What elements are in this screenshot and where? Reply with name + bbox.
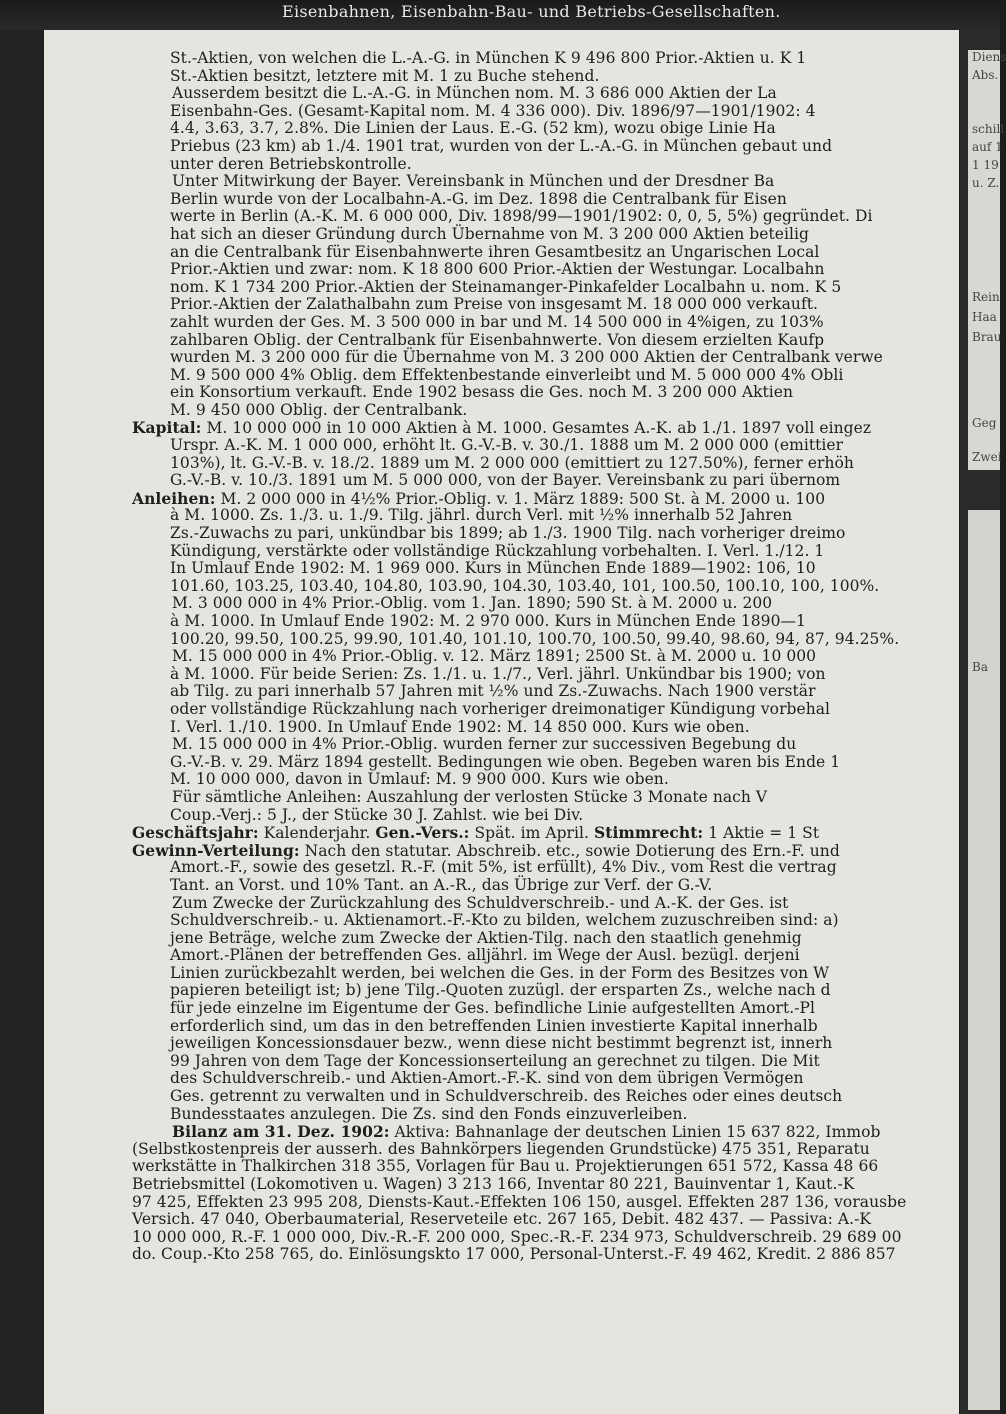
line-text: Tant. an Vorst. und 10% Tant. an A.-R., das Übrige zur Verf. der G.-V. (170, 875, 713, 894)
line-text: M. 15 000 000 in 4% Prior.-Oblig. v. 12. März 1891; 2500 St. à M. 2000 u. 10 000 (172, 647, 817, 666)
line-text: 101.60, 103.25, 103.40, 104.80, 103.90, 104.30, 103.40, 101, 100.50, 100.10, 100, 100%. (170, 576, 880, 595)
line-text: Für sämtliche Anleihen: Auszahlung der verlosten Stücke 3 Monate nach V (172, 787, 768, 806)
text-line (132, 507, 950, 525)
margin-fragment: u. Z. (972, 176, 1000, 190)
line-text: zahlbaren Oblig. der Centralbank für Eisenbahnwerte. Von diesem erzielten Kaufp (170, 330, 825, 349)
text-line (132, 349, 950, 367)
line-text: Zs.-Zuwachs zu pari, unkündbar bis 1899; ab 1./3. 1900 Tilg. nach vorheriger dreimo (170, 524, 846, 543)
text-line (132, 613, 950, 631)
text-line (132, 1141, 950, 1159)
section-keyword: Kapital: (132, 418, 202, 438)
margin-fragment: Diens (972, 50, 1006, 64)
text-line (132, 859, 950, 877)
text-line (132, 68, 950, 86)
text-line (132, 208, 950, 226)
text-line (132, 367, 950, 385)
line-text: Unter Mitwirkung der Bayer. Vereinsbank in München und der Dresdner Ba (172, 172, 775, 191)
text-line (132, 50, 950, 68)
text-line (132, 1018, 950, 1036)
margin-fragment: auf 1 (972, 140, 1003, 154)
text-line (132, 384, 950, 402)
line-text: Eisenbahn-Ges. (Gesamt-Kapital nom. M. 4 336 000). Div. 1896/97—1901/1902: 4 (170, 101, 816, 120)
line-text: M. 15 000 000 in 4% Prior.-Oblig. wurden ferner zur successiven Begebung du (172, 735, 797, 754)
line-text: zahlt wurden der Ges. M. 3 500 000 in bar und M. 14 500 000 in 4%igen, zu 103% (170, 312, 824, 331)
text-line (132, 1000, 950, 1018)
line-text: oder vollständige Rückzahlung nach vorheriger dreimonatiger Kündigung vorbehal (170, 699, 831, 718)
line-text: Nach den statutar. Abschreib. etc., sowie Dotierung des Ern.-F. und (299, 841, 840, 860)
text-line (132, 138, 950, 156)
text-line (132, 631, 950, 649)
line-text: Urspr. A.-K. M. 1 000 000, erhöht lt. G.-V.-B. v. 30./1. 1888 um M. 2 000 000 (emittier (170, 436, 844, 455)
text-line (132, 490, 950, 508)
line-text: à M. 1000. In Umlauf Ende 1902: M. 2 970 000. Kurs in München Ende 1890—1 (170, 612, 806, 630)
line-text: Kündigung, verstärkte oder vollständige Rückzahlung vorbehalten. I. Verl. 1./12. 1 (170, 541, 825, 560)
line-text: 4.4, 3.63, 3.7, 2.8%. Die Linien der Laus. E.-G. (52 km), wozu obige Linie Ha (170, 119, 776, 138)
margin-fragment: Zwei (972, 450, 1002, 464)
line-text: Ausserdem besitzt die L.-A.-G. in München nom. M. 3 686 000 Aktien der La (172, 84, 777, 103)
line-text: 103%), lt. G.-V.-B. v. 18./2. 1889 um M. 2 000 000 (emittiert zu 127.50%), ferner erhöh (170, 453, 854, 472)
text-line (132, 1035, 950, 1053)
text-line (132, 173, 950, 191)
text-line (132, 754, 950, 772)
line-text: Amort.-Plänen der betreffenden Ges. alljährl. im Wege der Ausl. bezügl. derjeni (170, 946, 800, 965)
text-line (132, 736, 950, 754)
line-text: à M. 1000. Für beide Serien: Zs. 1./1. u. 1./7., Verl. jährl. Unkündbar bis 1900; von (170, 664, 826, 683)
section-keyword: Gen.-Vers.: (375, 823, 470, 843)
line-text: des Schuldverschreib.- und Aktien-Amort.-F.-K. sind von dem übrigen Vermögen (170, 1069, 804, 1088)
text-line (132, 279, 950, 297)
line-text: St.-Aktien besitzt, letztere mit M. 1 zu Buche stehend. (170, 66, 600, 85)
text-line (132, 244, 950, 262)
line-text: do. Coup.-Kto 258 765, do. Einlösungskto 17 000, Personal-Unterst.-F. 49 462, Kredit. 2 886 857 (132, 1245, 896, 1264)
line-text: jene Beträge, welche zum Zwecke der Aktien-Tilg. nach den staatlich genehmig (170, 928, 802, 947)
line-text: Berlin wurde von der Localbahn-A.-G. im Dez. 1898 die Centralbank für Eisen (170, 189, 787, 208)
text-line (132, 156, 950, 174)
left-page-edge (0, 30, 44, 1414)
section-keyword: Anleihen: (132, 488, 216, 508)
line-text: 10 000 000, R.-F. 1 000 000, Div.-R.-F. 200 000, Spec.-R.-F. 234 973, Schuldverschreib. 29 689 00 (132, 1227, 902, 1246)
text-line (132, 842, 950, 860)
margin-fragment: Ba (972, 660, 988, 674)
line-text: wurden M. 3 200 000 für die Übernahme von M. 3 200 000 Aktien der Centralbank verwe (170, 348, 883, 367)
line-text: Zum Zwecke der Zurückzahlung des Schuldverschreib.- und A.-K. der Ges. ist (172, 893, 789, 912)
text-line (132, 683, 950, 701)
line-text: à M. 1000. Zs. 1./3. u. 1./9. Tilg. jährl. durch Verl. mit ½% innerhalb 52 Jahren (170, 506, 793, 525)
line-text: Schuldverschreib.- u. Aktienamort.-F.-Kto zu bilden, welchem zuzuschreiben sind: a) (170, 911, 839, 930)
text-line (132, 771, 950, 789)
line-text: St.-Aktien, von welchen die L.-A.-G. in München K 9 496 800 Prior.-Aktien u. K 1 (170, 49, 807, 67)
section-keyword: Stimmrecht: (594, 823, 704, 843)
text-line (132, 1070, 950, 1088)
text-line (132, 912, 950, 930)
line-text: Versich. 47 040, Oberbaumaterial, Reserveteile etc. 267 165, Debit. 482 437. — Passiva: A.-K (132, 1210, 872, 1229)
line-text: Prior.-Aktien der Zalathalbahn zum Preise von insgesamt M. 18 000 000 verkauft. (170, 295, 818, 314)
line-text: Ges. getrennt zu verwalten und in Schuldverschreib. des Reiches oder eines deutsch (170, 1087, 843, 1106)
text-line (132, 1123, 950, 1141)
line-text: jeweiligen Koncessionsdauer bezw., wenn diese nicht bestimmt begrenzt ist, innerh (170, 1034, 833, 1053)
text-line (132, 789, 950, 807)
line-text: Priebus (23 km) ab 1./4. 1901 trat, wurden von der L.-A.-G. in München gebaut und (170, 136, 833, 155)
text-line (132, 455, 950, 473)
line-text: G.-V.-B. v. 29. März 1894 gestellt. Bedingungen wie oben. Begeben waren bis Ende 1 (170, 752, 841, 771)
text-line (132, 191, 950, 209)
section-keyword: Geschäftsjahr: (132, 823, 259, 843)
line-text: werkstätte in Thalkirchen 318 355, Vorlagen für Bau u. Projektierungen 651 572, Kassa 48 66 (132, 1157, 879, 1176)
text-line (132, 314, 950, 332)
line-text: 97 425, Effekten 23 995 208, Diensts-Kaut.-Effekten 106 150, ausgel. Effekten 287 136, vorausbe (132, 1192, 907, 1211)
line-text: 1 Aktie = 1 St (703, 824, 820, 843)
line-text: M. 2 000 000 in 4½% Prior.-Oblig. v. 1. März 1889: 500 St. à M. 2000 u. 100 (215, 489, 826, 508)
text-line (132, 578, 950, 596)
text-line (132, 1229, 950, 1247)
text-line (132, 437, 950, 455)
section-keyword: Bilanz am 31. Dez. 1902: (172, 1122, 390, 1142)
text-line (132, 1246, 950, 1264)
line-text: Betriebsmittel (Lokomotiven u. Wagen) 3 213 166, Inventar 80 221, Bauinventar 1, Kaut.-K (132, 1175, 855, 1193)
line-text: Linien zurückbezahlt werden, bei welchen die Ges. in der Form des Besitzes von W (170, 963, 830, 982)
text-line (132, 1158, 950, 1176)
text-line (132, 560, 950, 578)
text-line (132, 1176, 950, 1194)
adjacent-page-strip (960, 30, 1006, 1414)
line-text: Prior.-Aktien und zwar: nom. K 18 800 600 Prior.-Aktien der Westungar. Localbahn (170, 260, 825, 279)
line-text: G.-V.-B. v. 10./3. 1891 um M. 5 000 000, von der Bayer. Vereinsbank zu pari übernom (170, 471, 841, 490)
line-text: erforderlich sind, um das in den betreffenden Linien investierte Kapital innerhalb (170, 1016, 818, 1035)
line-text: Amort.-F., sowie des gesetzl. R.-F. (mit 5%, ist erfüllt), 4% Div., vom Rest die vertrag (170, 858, 837, 877)
line-text: ein Konsortium verkauft. Ende 1902 besass die Ges. noch M. 3 200 000 Aktien (170, 383, 794, 402)
text-line (132, 85, 950, 103)
text-line (132, 472, 950, 490)
text-line (132, 1088, 950, 1106)
text-line (132, 1106, 950, 1124)
text-line (132, 947, 950, 965)
text-line (132, 543, 950, 561)
text-line (132, 824, 950, 842)
text-line (132, 1211, 950, 1229)
line-text: (Selbstkostenpreis der ausserh. des Bahnkörpers liegenden Grundstücke) 475 351, Reparatu (132, 1139, 870, 1158)
line-text: hat sich an dieser Gründung durch Übernahme von M. 3 200 000 Aktien beteilig (170, 224, 809, 243)
margin-fragment: Geg (972, 416, 997, 430)
text-line (132, 807, 950, 825)
margin-fragment: Rein (972, 290, 1000, 304)
text-line (132, 296, 950, 314)
text-line (132, 965, 950, 983)
text-line (132, 261, 950, 279)
text-line (132, 719, 950, 737)
line-text: M. 3 000 000 in 4% Prior.-Oblig. vom 1. Jan. 1890; 590 St. à M. 2000 u. 200 (172, 594, 773, 613)
text-line (132, 595, 950, 613)
line-text: M. 9 500 000 4% Oblig. dem Effektenbestande einverleibt und M. 5 000 000 4% Obli (170, 365, 844, 384)
margin-fragment: 1 19 (972, 158, 999, 172)
line-text: Bundesstaates anzulegen. Die Zs. sind den Fonds einzuverleiben. (170, 1104, 688, 1123)
text-line (132, 419, 950, 437)
line-text: I. Verl. 1./10. 1900. In Umlauf Ende 1902: M. 14 850 000. Kurs wie oben. (170, 717, 750, 736)
text-line (132, 666, 950, 684)
text-line (132, 895, 950, 913)
line-text: nom. K 1 734 200 Prior.-Aktien der Steinamanger-Pinkafelder Localbahn u. nom. K 5 (170, 277, 842, 296)
text-line (132, 930, 950, 948)
line-text: 100.20, 99.50, 100.25, 99.90, 101.40, 101.10, 100.70, 100.50, 99.40, 98.60, 94, 87, 94.25%. (170, 629, 900, 648)
text-line (132, 402, 950, 420)
text-line (132, 1194, 950, 1212)
text-line (132, 701, 950, 719)
text-line (132, 877, 950, 895)
line-text: M. 10 000 000, davon in Umlauf: M. 9 900 000. Kurs wie oben. (170, 770, 669, 789)
line-text: ab Tilg. zu pari innerhalb 57 Jahren mit ½% und Zs.-Zuwachs. Nach 1900 verstär (170, 682, 816, 701)
running-head: Eisenbahnen, Eisenbahn-Bau- und Betriebs-Gesellschaften. (282, 2, 781, 21)
margin-fragment: Brau (972, 330, 1002, 344)
margin-fragment: Abs. (972, 68, 999, 82)
line-text: für jede einzelne im Eigentume der Ges. befindliche Linie aufgestellten Amort.-Pl (170, 999, 816, 1018)
text-line (132, 120, 950, 138)
line-text: an die Centralbank für Eisenbahnwerte ihren Gesamtbesitz an Ungarischen Local (170, 242, 820, 261)
line-text: In Umlauf Ende 1902: M. 1 969 000. Kurs in München Ende 1889—1902: 106, 10 (170, 559, 816, 578)
line-text: Spät. im April. (469, 824, 594, 843)
text-line (132, 1053, 950, 1071)
text-line (132, 982, 950, 1000)
line-text: M. 10 000 000 in 10 000 Aktien à M. 1000. Gesamtes A.-K. ab 1./1. 1897 voll eingez (201, 419, 872, 438)
body-text (132, 50, 950, 1264)
margin-fragment: Haa (972, 310, 997, 324)
line-text: werte in Berlin (A.-K. M. 6 000 000, Div. 1898/99—1901/1902: 0, 0, 5, 5%) gegründet. Di (170, 207, 873, 226)
line-text: M. 9 450 000 Oblig. der Centralbank. (170, 400, 468, 419)
line-text: Kalenderjahr. (258, 824, 376, 843)
line-text: 99 Jahren von dem Tage der Koncessionserteilung an gerechnet zu tilgen. Die Mit (170, 1051, 820, 1070)
text-line (132, 525, 950, 543)
section-keyword: Gewinn-Verteilung: (132, 840, 300, 860)
text-line (132, 648, 950, 666)
line-text: Aktiva: Bahnanlage der deutschen Linien 15 637 822, Immob (389, 1123, 881, 1142)
line-text: unter deren Betriebskontrolle. (170, 154, 412, 173)
line-text: papieren beteiligt ist; b) jene Tilg.-Quoten zuzügl. der ersparten Zs., welche nach d (170, 981, 831, 1000)
margin-fragment: schill (972, 122, 1005, 136)
text-line (132, 103, 950, 121)
line-text: Coup.-Verj.: 5 J., der Stücke 30 J. Zahlst. wie bei Div. (170, 805, 584, 824)
text-line (132, 332, 950, 350)
text-line (132, 226, 950, 244)
